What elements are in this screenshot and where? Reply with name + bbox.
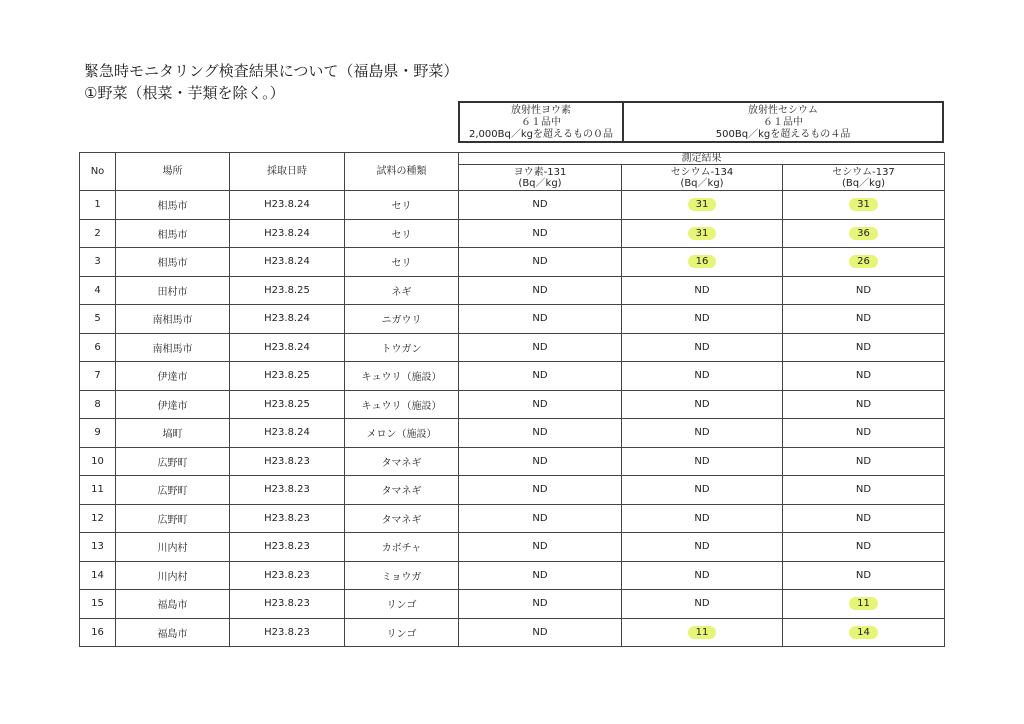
cell-cs137: ND <box>783 390 945 419</box>
table-row <box>80 618 945 647</box>
cell-date: H23.8.24 <box>230 219 345 248</box>
cell-cs137: ND <box>783 305 945 334</box>
cell-place: 福島市 <box>116 590 230 619</box>
cell-i131: ND <box>459 476 622 505</box>
header-date: 採取日時 <box>230 153 345 191</box>
summary-iodine <box>460 103 624 141</box>
highlighted-value: 11 <box>688 626 717 639</box>
cell-place: 相馬市 <box>116 191 230 220</box>
cell-place: 南相馬市 <box>116 305 230 334</box>
cell-no: 10 <box>80 447 116 476</box>
cell-date: H23.8.23 <box>230 533 345 562</box>
cell-cs137 <box>783 618 945 647</box>
cell-sample: キュウリ（施設） <box>345 362 459 391</box>
cell-i131: ND <box>459 276 622 305</box>
header-results: 測定結果 <box>459 153 945 165</box>
cell-cs137: ND <box>783 362 945 391</box>
cell-date: H23.8.23 <box>230 476 345 505</box>
cell-cs134: ND <box>622 590 783 619</box>
results-table <box>79 152 945 647</box>
cell-place: 相馬市 <box>116 219 230 248</box>
cell-i131: ND <box>459 618 622 647</box>
table-row <box>80 504 945 533</box>
cell-no: 11 <box>80 476 116 505</box>
summary-iodine-label: 放射性ヨウ素 <box>511 105 571 116</box>
cell-i131: ND <box>459 390 622 419</box>
cell-no: 8 <box>80 390 116 419</box>
cell-cs134: ND <box>622 333 783 362</box>
cell-i131: ND <box>459 362 622 391</box>
cell-cs137: ND <box>783 533 945 562</box>
cell-i131: ND <box>459 561 622 590</box>
cell-cs134: ND <box>622 305 783 334</box>
highlighted-value: 26 <box>849 255 878 268</box>
cell-sample: キュウリ（施設） <box>345 390 459 419</box>
cell-date: H23.8.23 <box>230 590 345 619</box>
cell-sample: トウガン <box>345 333 459 362</box>
cell-sample: タマネギ <box>345 447 459 476</box>
cell-cs134 <box>622 191 783 220</box>
cell-no: 14 <box>80 561 116 590</box>
table-row <box>80 447 945 476</box>
table-row <box>80 191 945 220</box>
header-sample: 試料の種類 <box>345 153 459 191</box>
cell-place: 川内村 <box>116 561 230 590</box>
header-cs134-unit: (Bq／kg) <box>680 177 724 189</box>
header-cs134-label: セシウム-134 <box>670 166 734 178</box>
cell-date: H23.8.23 <box>230 504 345 533</box>
cell-no: 9 <box>80 419 116 448</box>
cell-sample: ネギ <box>345 276 459 305</box>
cell-place: 伊達市 <box>116 390 230 419</box>
table-row <box>80 419 945 448</box>
cell-i131: ND <box>459 590 622 619</box>
table-row <box>80 533 945 562</box>
highlighted-value: 31 <box>849 198 878 211</box>
summary-cesium-label: 放射性セシウム <box>748 105 818 116</box>
cell-date: H23.8.24 <box>230 333 345 362</box>
header-place: 場所 <box>116 153 230 191</box>
cell-place: 南相馬市 <box>116 333 230 362</box>
cell-no: 2 <box>80 219 116 248</box>
cell-date: H23.8.24 <box>230 248 345 277</box>
header-cs137-unit: (Bq／kg) <box>841 177 886 189</box>
cell-date: H23.8.23 <box>230 618 345 647</box>
cell-i131: ND <box>459 533 622 562</box>
cell-sample: ニガウリ <box>345 305 459 334</box>
cell-cs137: ND <box>783 333 945 362</box>
table-row <box>80 476 945 505</box>
cell-i131: ND <box>459 191 622 220</box>
page-title: 緊急時モニタリング検査結果について（福島県・野菜） <box>84 62 459 80</box>
cell-sample: リンゴ <box>345 618 459 647</box>
table-row <box>80 219 945 248</box>
cell-cs134: ND <box>622 390 783 419</box>
cell-sample: カボチャ <box>345 533 459 562</box>
cell-cs134: ND <box>622 476 783 505</box>
header-cs134 <box>622 165 783 191</box>
cell-date: H23.8.24 <box>230 191 345 220</box>
cell-date: H23.8.24 <box>230 419 345 448</box>
cell-cs137 <box>783 590 945 619</box>
cell-sample: タマネギ <box>345 504 459 533</box>
cell-cs134: ND <box>622 276 783 305</box>
cell-place: 田村市 <box>116 276 230 305</box>
cell-cs134: ND <box>622 362 783 391</box>
cell-no: 4 <box>80 276 116 305</box>
cell-cs137: ND <box>783 476 945 505</box>
table-row <box>80 590 945 619</box>
cell-cs137: ND <box>783 447 945 476</box>
cell-date: H23.8.24 <box>230 305 345 334</box>
cell-place: 塙町 <box>116 419 230 448</box>
table-row <box>80 333 945 362</box>
cell-sample: セリ <box>345 248 459 277</box>
cell-cs134: ND <box>622 504 783 533</box>
cell-cs137: ND <box>783 561 945 590</box>
cell-date: H23.8.23 <box>230 447 345 476</box>
cell-cs134: ND <box>622 447 783 476</box>
cell-cs134 <box>622 219 783 248</box>
header-i131 <box>459 165 622 191</box>
table-row <box>80 390 945 419</box>
cell-sample: メロン（施設） <box>345 419 459 448</box>
cell-cs134 <box>622 618 783 647</box>
results-body <box>80 191 945 647</box>
header-cs137-label: セシウム-137 <box>832 166 895 178</box>
summary-iodine-count: ６１品中 <box>521 117 561 128</box>
header-i131-unit: (Bq／kg) <box>518 177 562 189</box>
header-cs137 <box>783 165 945 191</box>
highlighted-value: 14 <box>849 626 878 639</box>
table-row <box>80 276 945 305</box>
cell-cs137: ND <box>783 276 945 305</box>
cell-i131: ND <box>459 219 622 248</box>
cell-sample: リンゴ <box>345 590 459 619</box>
highlighted-value: 11 <box>849 597 878 610</box>
cell-cs134 <box>622 248 783 277</box>
cell-i131: ND <box>459 504 622 533</box>
summary-cesium <box>624 103 942 141</box>
cell-place: 福島市 <box>116 618 230 647</box>
summary-iodine-note: 2,000Bq／kgを超えるもの０品 <box>469 129 613 140</box>
cell-place: 広野町 <box>116 504 230 533</box>
cell-sample: ミョウガ <box>345 561 459 590</box>
summary-cesium-count: ６１品中 <box>763 117 803 128</box>
cell-sample: タマネギ <box>345 476 459 505</box>
cell-cs137: ND <box>783 419 945 448</box>
cell-cs137: ND <box>783 504 945 533</box>
cell-place: 伊達市 <box>116 362 230 391</box>
cell-no: 6 <box>80 333 116 362</box>
cell-date: H23.8.25 <box>230 362 345 391</box>
cell-cs137 <box>783 219 945 248</box>
cell-no: 5 <box>80 305 116 334</box>
cell-place: 広野町 <box>116 447 230 476</box>
cell-place: 相馬市 <box>116 248 230 277</box>
cell-no: 3 <box>80 248 116 277</box>
cell-no: 13 <box>80 533 116 562</box>
cell-date: H23.8.23 <box>230 561 345 590</box>
cell-place: 広野町 <box>116 476 230 505</box>
cell-sample: セリ <box>345 219 459 248</box>
cell-cs134: ND <box>622 561 783 590</box>
header-no: No <box>80 153 116 191</box>
table-row <box>80 362 945 391</box>
summary-cesium-note: 500Bq／kgを超えるもの４品 <box>715 129 851 140</box>
cell-sample: セリ <box>345 191 459 220</box>
highlighted-value: 36 <box>849 227 878 240</box>
highlighted-value: 31 <box>688 227 717 240</box>
cell-i131: ND <box>459 248 622 277</box>
cell-i131: ND <box>459 333 622 362</box>
highlighted-value: 31 <box>688 198 717 211</box>
cell-date: H23.8.25 <box>230 276 345 305</box>
cell-i131: ND <box>459 305 622 334</box>
cell-place: 川内村 <box>116 533 230 562</box>
table-row <box>80 248 945 277</box>
cell-cs134: ND <box>622 419 783 448</box>
highlighted-value: 16 <box>688 255 717 268</box>
header-i131-label: ヨウ素-131 <box>513 166 567 178</box>
cell-no: 12 <box>80 504 116 533</box>
cell-date: H23.8.25 <box>230 390 345 419</box>
table-row <box>80 561 945 590</box>
cell-cs134: ND <box>622 533 783 562</box>
cell-no: 16 <box>80 618 116 647</box>
cell-i131: ND <box>459 447 622 476</box>
cell-no: 15 <box>80 590 116 619</box>
cell-no: 1 <box>80 191 116 220</box>
cell-cs137 <box>783 191 945 220</box>
cell-i131: ND <box>459 419 622 448</box>
cell-cs137 <box>783 248 945 277</box>
page-subtitle: ①野菜（根菜・芋類を除く。） <box>84 84 285 102</box>
cell-no: 7 <box>80 362 116 391</box>
summary-box <box>458 101 944 143</box>
table-row <box>80 305 945 334</box>
